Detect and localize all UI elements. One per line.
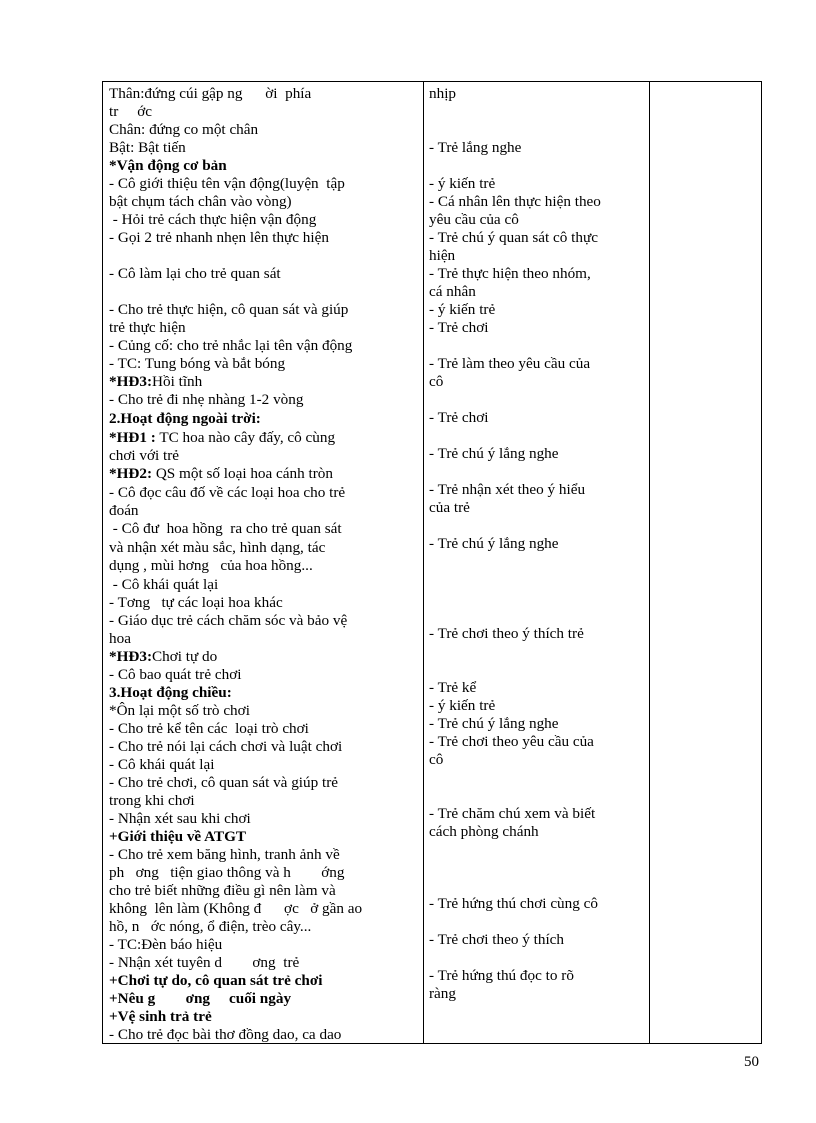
text-line: *HĐ2: QS một số loại hoa cánh tròn [109, 465, 333, 482]
text-line: +Vệ sinh trả trẻ [109, 1008, 212, 1025]
text-line [109, 247, 421, 265]
text-line: - Trẻ làm theo yêu cầu của [429, 355, 591, 372]
text-line: của trẻ [429, 499, 470, 516]
text-line: Thân:đứng cúi gập ng ời phía [109, 85, 312, 102]
text-line: cho trẻ biết những điều gì nên làm và [109, 882, 336, 899]
text-line: *HĐ3:Hồi tĩnh [109, 373, 203, 390]
text-line: - Cho trẻ đi nhẹ nhàng 1-2 vòng [109, 391, 304, 408]
text-line: - Củng cố: cho trẻ nhắc lại tên vận động [109, 337, 353, 354]
text-line: ph ơng tiện giao thông và h ớng [109, 864, 345, 881]
page-number: 50 [744, 1054, 759, 1070]
text-line: - Nhận xét sau khi chơi [109, 810, 251, 827]
text-line: - Trẻ chú ý lắng nghe [429, 715, 559, 732]
text-line: dụng , mùi hơng của hoa hồng... [109, 557, 313, 574]
text-line [429, 643, 639, 661]
text-line: - Cho trẻ thực hiện, cô quan sát và giúp [109, 301, 349, 318]
text-line: - Cho trẻ kể tên các loại trò chơi [109, 720, 309, 737]
text-line [429, 607, 639, 625]
text-line: cách phòng chánh [429, 823, 539, 840]
text-line: - Cho trẻ đọc bài thơ đồng dao, ca dao [109, 1026, 342, 1043]
text-line: - Trẻ chơi theo yêu cầu của [429, 733, 594, 750]
text-line: Chân: đứng co một chân [109, 121, 259, 138]
child-activities-column [429, 85, 639, 1003]
text-line: - TC:Đèn báo hiệu [109, 936, 223, 953]
text-line: +Nêu g ơng cuối ngày [109, 990, 292, 1007]
text-line [429, 913, 639, 931]
text-line [429, 337, 639, 355]
text-line: Bật: Bật tiến [109, 139, 186, 156]
lesson-plan-table [102, 81, 762, 1044]
text-line: - Cô đọc câu đố về các loại hoa cho trẻ [109, 484, 346, 501]
text-line [429, 589, 639, 607]
text-line [429, 391, 639, 409]
teacher-activities-column [109, 85, 421, 1044]
text-line: - Trẻ hứng thú chơi cùng cô [429, 895, 598, 912]
text-line: tr ớc [109, 103, 153, 120]
text-line: - Cô khái quát lại [109, 576, 219, 593]
text-line: - Cho trẻ nói lại cách chơi và luật chơi [109, 738, 343, 755]
text-line: cô [429, 373, 444, 390]
text-line: - Trẻ chơi theo ý thích trẻ [429, 625, 584, 642]
text-line: - Cô bao quát trẻ chơi [109, 666, 242, 683]
text-line [429, 787, 639, 805]
text-line: - Trẻ chơi theo ý thích [429, 931, 565, 948]
text-line [429, 949, 639, 967]
text-line: +Chơi tự do, cô quan sát trẻ chơi [109, 972, 323, 989]
text-line: yêu cầu của cô [429, 211, 519, 228]
text-line [429, 121, 639, 139]
text-line: hiện [429, 247, 456, 264]
text-line: trong khi chơi [109, 792, 195, 809]
text-line: hồ, n ớc nóng, ổ điện, trèo cây... [109, 918, 312, 935]
column-divider [649, 82, 650, 1043]
text-line: - ý kiến trẻ [429, 697, 496, 714]
text-line: *HĐ1 : TC hoa nào cây đấy, cô cùng [109, 429, 336, 446]
text-line: bật chụm tách chân vào vòng) [109, 193, 292, 210]
text-line: - Trẻ chơi [429, 409, 489, 426]
text-line: - Cho trẻ xem băng hình, tranh ảnh về [109, 846, 340, 863]
text-line: - Trẻ chú ý lắng nghe [429, 535, 559, 552]
text-line: và nhận xét màu sắc, hình dạng, tác [109, 539, 326, 556]
activity-label: *HĐ3: [109, 648, 153, 665]
text-line: cô [429, 751, 444, 768]
text-line: *Ôn lại một số trò chơi [109, 702, 250, 719]
text-line [429, 661, 639, 679]
text-line: hoa [109, 630, 131, 647]
text-line: 2.Hoạt động ngoài trời: [109, 410, 261, 427]
text-line: không lên làm (Không đ ợc ở gần ao [109, 900, 363, 917]
text-line: - Trẻ lắng nghe [429, 139, 522, 156]
text-line [109, 283, 421, 301]
activity-label: *HĐ1 : [109, 429, 156, 446]
text-line: - ý kiến trẻ [429, 175, 496, 192]
text-line: - Nhận xét tuyên d ơng trẻ [109, 954, 300, 971]
text-line: *Vận động cơ bản [109, 157, 227, 174]
text-line: - Trẻ hứng thú đọc to rõ [429, 967, 574, 984]
text-line: - Trẻ kể [429, 679, 477, 696]
activity-label: *HĐ3: [109, 373, 153, 390]
text-line [429, 877, 639, 895]
text-line: - Trẻ chơi [429, 319, 489, 336]
text-line [429, 463, 639, 481]
text-line: ràng [429, 985, 456, 1002]
text-line [429, 517, 639, 535]
text-line [429, 841, 639, 859]
text-line: *HĐ3:Chơi tự do [109, 648, 218, 665]
text-line [429, 571, 639, 589]
text-line: - Tơng tự các loại hoa khác [109, 594, 283, 611]
text-line: chơi với trẻ [109, 447, 180, 464]
text-line: - Cô khái quát lại [109, 756, 215, 773]
text-line: - Gọi 2 trẻ nhanh nhẹn lên thực hiện [109, 229, 329, 246]
text-line: - Hỏi trẻ cách thực hiện vận động [109, 211, 317, 228]
text-line: đoán [109, 502, 139, 519]
text-line: - Trẻ thực hiện theo nhóm, [429, 265, 591, 282]
text-line: - ý kiến trẻ [429, 301, 496, 318]
text-line: - Cá nhân lên thực hiện theo [429, 193, 601, 210]
text-line: - Trẻ chú ý quan sát cô thực [429, 229, 598, 246]
text-line [429, 157, 639, 175]
text-line: - Trẻ chú ý lắng nghe [429, 445, 559, 462]
text-line [429, 427, 639, 445]
activity-label: *HĐ2: [109, 465, 153, 482]
text-line: cá nhân [429, 283, 476, 300]
text-line: - Giáo dục trẻ cách chăm sóc và bảo vệ [109, 612, 348, 629]
text-line: - Trẻ nhận xét theo ý hiểu [429, 481, 586, 498]
text-line: - Trẻ chăm chú xem và biết [429, 805, 596, 822]
text-line: trẻ thực hiện [109, 319, 186, 336]
text-line: - Cô giới thiệu tên vận động(luyện tập [109, 175, 345, 192]
text-line [429, 769, 639, 787]
text-line: - Cô đư hoa hồng ra cho trẻ quan sát [109, 520, 342, 537]
text-line: - Cô làm lại cho trẻ quan sát [109, 265, 281, 282]
text-line: nhịp [429, 85, 457, 102]
text-line [429, 103, 639, 121]
text-line: +Giới thiệu về ATGT [109, 828, 247, 845]
text-line: 3.Hoạt động chiều: [109, 684, 232, 701]
text-line: - Cho trẻ chơi, cô quan sát và giúp trẻ [109, 774, 339, 791]
text-line [429, 859, 639, 877]
column-divider [423, 82, 424, 1043]
text-line [429, 553, 639, 571]
text-line: - TC: Tung bóng và bắt bóng [109, 355, 286, 372]
